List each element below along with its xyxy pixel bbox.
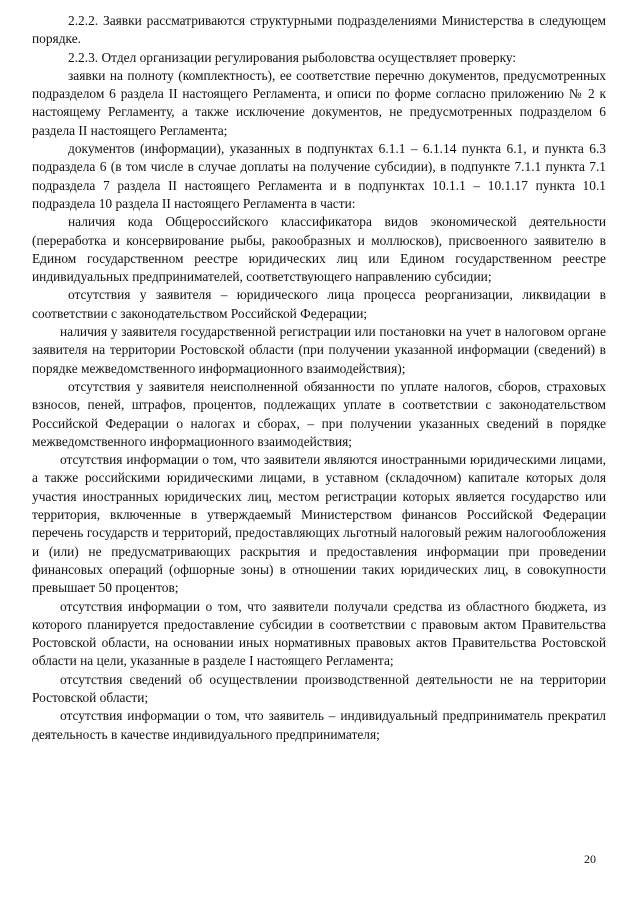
paragraph-entrepreneur-termination: отсутствия информации о том, что заявитель – индивидуальный предприниматель прекратил деятельность в качестве индивидуального предпринимателя; (32, 708, 606, 742)
paragraph-registration: наличия у заявителя государственной регистрации или постановки на учет в налоговом органе заявителя на территории Ростовской области (при получении указанной информации (сведений) в порядке межведомственного информационного взаимодействия); (32, 324, 606, 376)
document-page (32, 12, 606, 744)
paragraph-documents: документов (информации), указанных в подпунктах 6.1.1 – 6.1.14 пункта 6.1, и пункта 6.3 подраздела 6 (в том числе в случае доплаты на получение субсидии), в подпункте 7.1.1 пункта 7.1 подраздела 7 раздела II настоящего Регламента и в подпунктах 10.1.1 – 10.1.17 пункта 10.1 подраздела 10 раздела II настоящего Регламента в части: (32, 141, 606, 211)
paragraph-budget-funds: отсутствия информации о том, что заявители получали средства из областного бюджета, из которого планируется предоставление субсидии в соответствии с правовым актом Правительства Ростовской области, на основании иных нормативных правовых актов Правительства Ростовской области на цели, указанные в разделе I настоящего Регламента; (32, 598, 606, 669)
page-number: 20 (584, 852, 596, 866)
paragraph-2-2-2: 2.2.2. Заявки рассматриваются структурными подразделениями Министерства в следующем порядке. (32, 13, 606, 47)
paragraph-completeness: заявки на полноту (комплектность), ее соответствие перечню документов, предусмотренных подразделом 6 раздела II настоящего Регламента, и описи по форме согласно приложению № 2 к настоящему Регламенту, а также исключение документов, не предусмотренных подразделом 6 раздела II настоящего Регламента; (32, 67, 606, 138)
paragraph-production-activity: отсутствия сведений об осуществлении производственной деятельности не на территории Ростовской области; (32, 671, 606, 705)
paragraph-reorganization: отсутствия у заявителя – юридического лица процесса реорганизации, ликвидации в соответствии с законодательством Российской Федерации; (32, 287, 606, 321)
paragraph-2-2-3: 2.2.3. Отдел организации регулирования рыболовства осуществляет проверку: (68, 49, 517, 65)
paragraph-okved-code: наличия кода Общероссийского классификатора видов экономической деятельности (переработка и консервирование рыбы, ракообразных и моллюсков), присвоенного заявителю в Едином государственном реестре юридических лиц или Едином государственном реестре индивидуальных предпринимателей, соответствующего направлению субсидии; (32, 214, 606, 285)
paragraph-foreign-entities: отсутствия информации о том, что заявители являются иностранными юридическими лицами, а также российскими юридическими лицами, в уставном (складочном) капитале которых доля участия иностранных юридических лиц, местом регистрации которых является государство или территория, включенные в утверждаемый Министерством финансов Российской Федерации перечень государств и территорий, предоставляющих льготный налоговый режим налогообложения и (или) не предусматривающих раскрытия и предоставления информации при проведении финансовых операций (офшорные зоны) в отношении таких юридических лиц, в совокупности превышает 50 процентов; (32, 452, 606, 596)
paragraph-tax-debt: отсутствия у заявителя неисполненной обязанности по уплате налогов, сборов, страховых взносов, пеней, штрафов, процентов, подлежащих уплате в соответствии с законодательством Российской Федерации о налогах и сборах, – при получении указанных сведений в порядке межведомственного информационного взаимодействия; (32, 378, 606, 449)
